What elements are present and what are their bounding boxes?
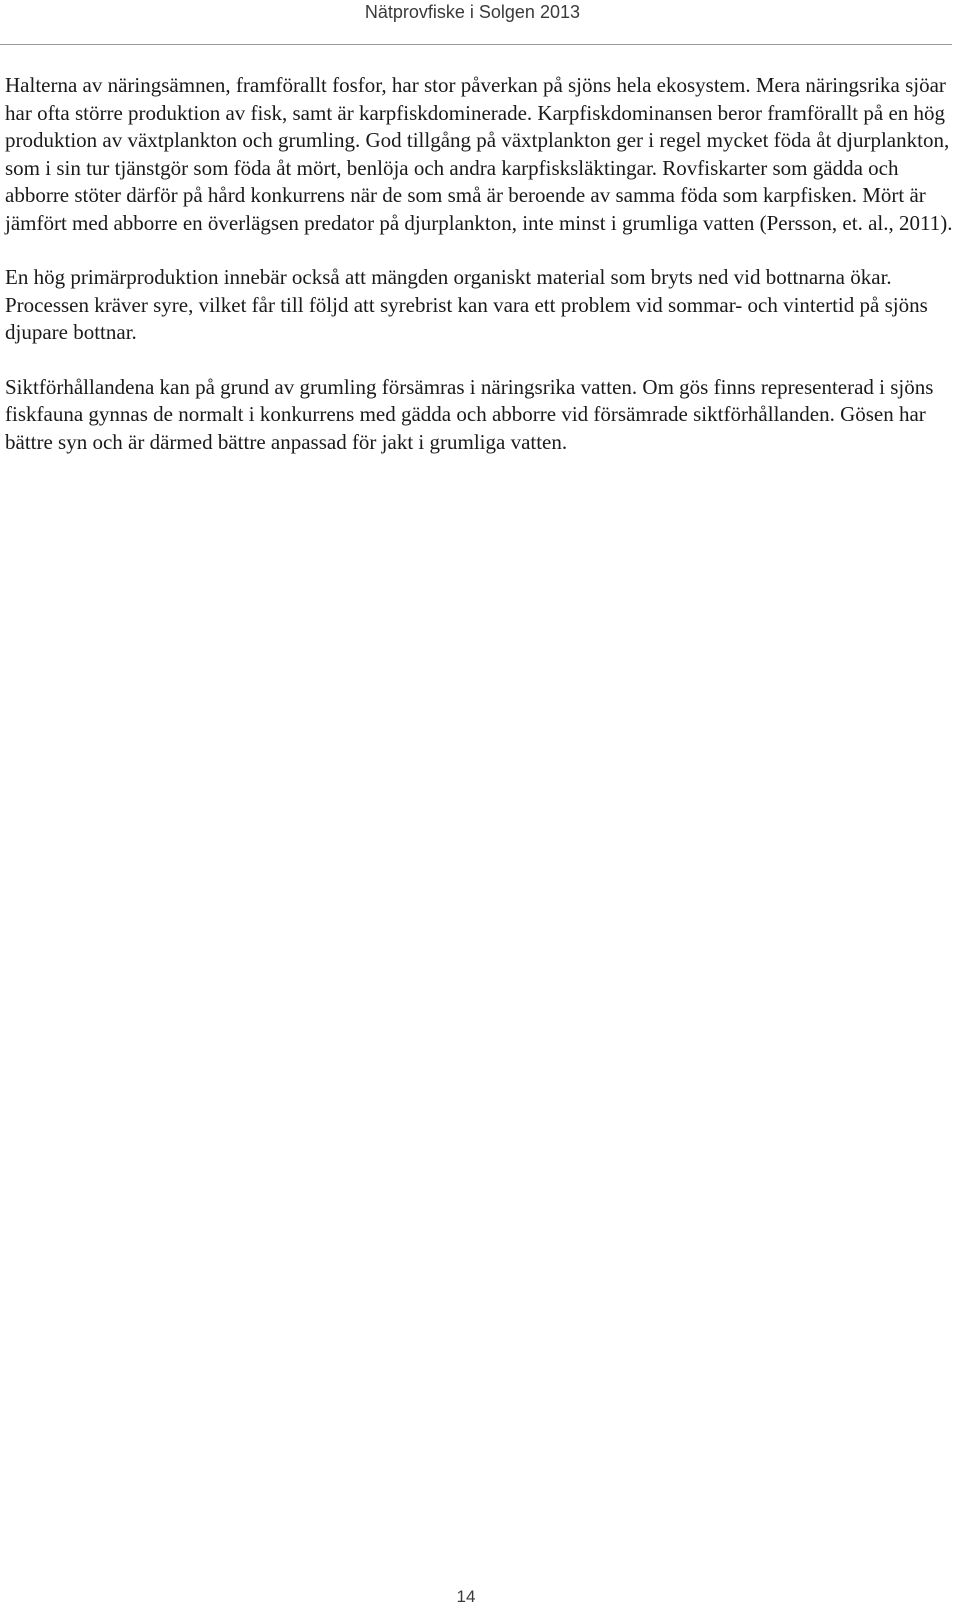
- paragraph-visibility: Siktförhållandena kan på grund av grumling försämras i näringsrika vatten. Om gös finns representerad i sjöns fiskfauna gynnas de normalt i konkurrens med gädda och abborre vid försämrade siktförhållanden. Gösen har bättre syn och är därmed bättre anpassad för jakt i grumliga vatten.: [5, 374, 934, 454]
- body-text: [5, 72, 953, 483]
- running-header: [0, 0, 952, 45]
- paragraph-primary-production: En hög primärproduktion innebär också att mängden organiskt material som bryts ned vid bottnarna ökar. Processen kräver syre, vilket får till följd att syrebrist kan vara ett problem vid sommar- och vintertid på sjöns djupare bottnar.: [5, 265, 928, 344]
- page-number: 14: [456, 1587, 476, 1606]
- document-title: Nätprovfiske i Solgen 2013: [364, 2, 580, 22]
- paragraph-nutrients: Halterna av näringsämnen, framförallt fosfor, har stor påverkan på sjöns hela ekosystem. Mera näringsrika sjöar har ofta större produktion av fisk, samt är karpfiskdominerade. Karpfiskdominansen beror framförallt på en hög produktion av växtplankton och grumling. God tillgång på växtplankton ger i regel mycket föda åt djurplankton, som i sin tur tjänstgör som föda åt mört, benlöja och andra karpfisksläktingar. Rovfiskarter som gädda och abborre stöter därför på hård konkurrens när de som små är beroende av samma föda som karpfisken. Mört är jämfört med abborre en överlägsen predator på djurplankton, inte minst i grumliga vatten (Persson, et. al., 2011).: [5, 73, 953, 235]
